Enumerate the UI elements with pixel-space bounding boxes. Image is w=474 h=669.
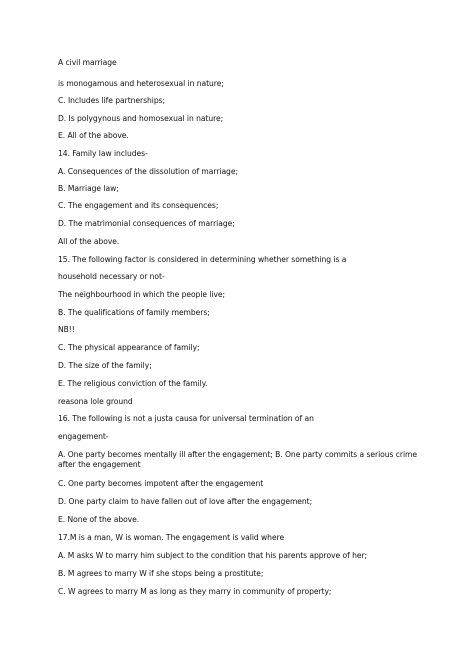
question-16-option-d: D. One party claim to have fallen out of love after the engagement; bbox=[58, 497, 313, 506]
question-15-option-e: E. The religious conviction of the family. bbox=[58, 379, 208, 388]
question-16-options-a-b: A. One party becomes mentally ill after the engagement; B. One party commits a serious crime after the engagement bbox=[58, 450, 418, 469]
question-15-heading-cont: household necessary or not- bbox=[58, 272, 165, 281]
question-14-heading: 14. Family law includes- bbox=[58, 149, 148, 158]
question-16-option-e: E. None of the above. bbox=[58, 515, 140, 524]
text-line-option-d: D. Is polygynous and homosexual in nature; bbox=[58, 114, 224, 123]
question-14-option-a: A. Consequences of the dissolution of marriage; bbox=[58, 167, 238, 176]
question-14-option-b: B. Marriage law; bbox=[58, 184, 119, 193]
text-line-monogamous: is monogamous and heterosexual in nature; bbox=[58, 79, 224, 88]
question-16-option-c: C. One party becomes impotent after the engagement bbox=[58, 479, 264, 488]
question-14-option-d: D. The matrimonial consequences of marriage; bbox=[58, 219, 235, 228]
note-nb: NB!! bbox=[58, 325, 75, 334]
question-17-option-b: B. M agrees to marry W if she stops being a prostitute; bbox=[58, 569, 264, 578]
question-17-option-c: C. W agrees to marry M as long as they marry in community of property; bbox=[58, 587, 332, 596]
question-14-option-e: All of the above. bbox=[58, 237, 120, 246]
question-17-option-a: A. M asks W to marry him subject to the condition that his parents approve of her; bbox=[58, 551, 368, 560]
question-15-heading: 15. The following factor is considered in determining whether something is a bbox=[58, 255, 347, 264]
question-15-option-a: The neighbourhood in which the people live; bbox=[58, 290, 226, 299]
note-reasonable-ground: reasona lole ground bbox=[58, 397, 133, 406]
text-line-civil-marriage: A civil marriage bbox=[58, 58, 117, 67]
text-line-option-e: E. All of the above. bbox=[58, 131, 129, 140]
question-16-heading: 16. The following is not a justa causa for universal termination of an bbox=[58, 414, 314, 423]
text-line-option-c: C. Includes life partnerships; bbox=[58, 96, 166, 105]
question-15-option-c: C. The physical appearance of family; bbox=[58, 343, 200, 352]
question-15-option-b: B. The qualifications of family members; bbox=[58, 308, 210, 317]
question-14-option-c: C. The engagement and its consequences; bbox=[58, 201, 219, 210]
question-17-heading: 17.M is a man, W is woman. The engagement is valid where bbox=[58, 533, 285, 542]
question-15-option-d: D. The size of the family; bbox=[58, 361, 152, 370]
question-16-heading-cont: engagement- bbox=[58, 432, 109, 441]
